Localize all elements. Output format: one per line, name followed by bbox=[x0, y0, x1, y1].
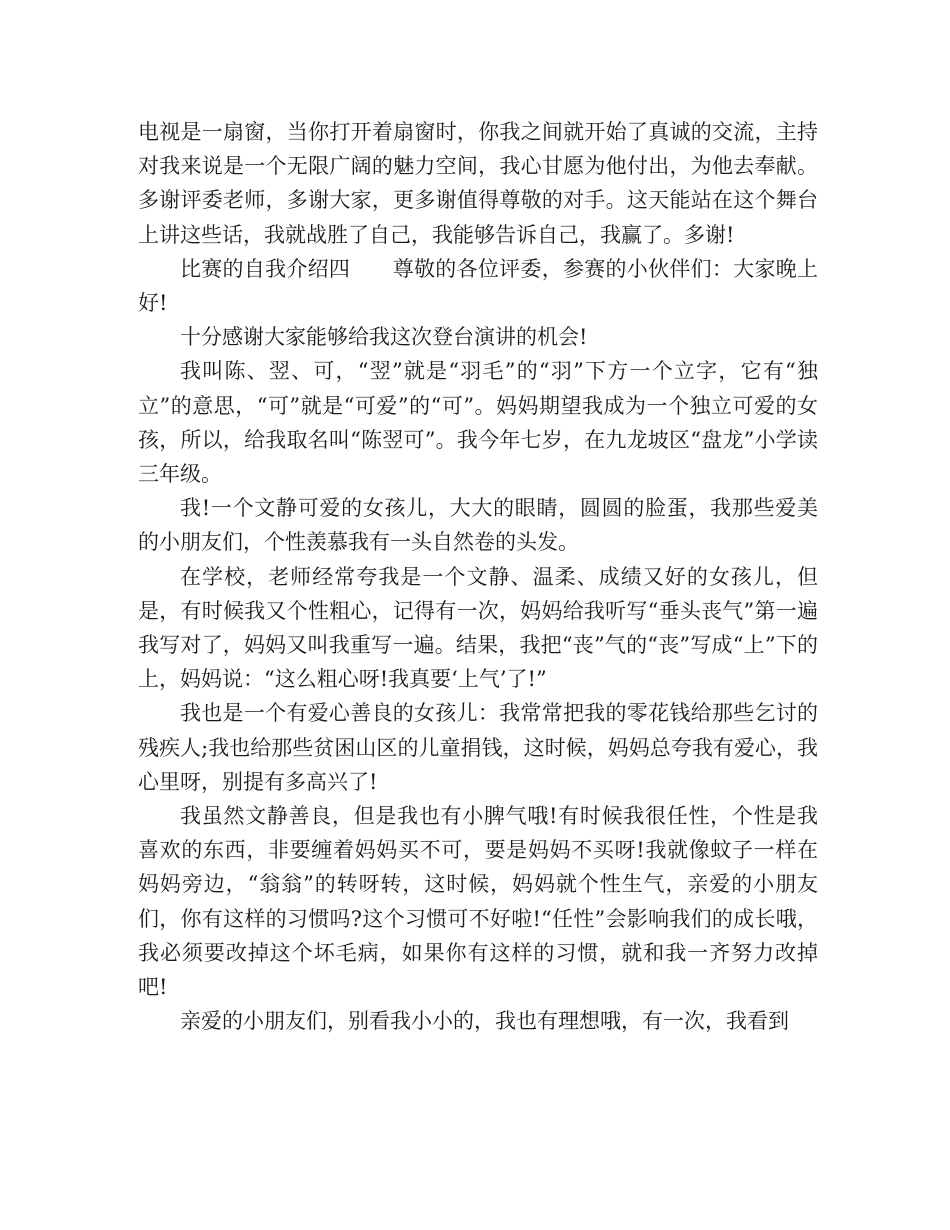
paragraph-appearance: 我!一个文静可爱的女孩儿，大大的眼睛，圆圆的脸蛋，我那些爱美的小朋友们，个性羡慕我有一头自然卷的头发。 bbox=[138, 496, 818, 555]
paragraph-kindness: 我也是一个有爱心善良的女孩儿：我常常把我的零花钱给那些乞讨的残疾人;我也给那些贫困山区的儿童捐钱，这时候，妈妈总夸我有爱心，我心里呀，别提有多高兴了! bbox=[138, 701, 818, 794]
paragraph-continued: 电视是一扇窗，当你打开着扇窗时，你我之间就开始了真诚的交流，主持对我来说是一个无限广阔的魅力空间，我心甘愿为他付出，为他去奉献。多谢评委老师，多谢大家，更多谢值得尊敬的对手。这天能站在这个舞台上讲这些话，我就战胜了自己，我能够告诉自己，我赢了。多谢! bbox=[138, 120, 818, 247]
paragraph-name-intro: 我叫陈、翌、可，“翌”就是“羽毛”的“羽”下方一个立字，它有“独立”的意思，“可”就是“可爱”的“可”。妈妈期望我成为一个独立可爱的女孩，所以，给我取名叫“陈翌可”。我今年七岁，在九龙坡区“盘龙”小学读三年级。 bbox=[138, 359, 818, 487]
paragraph-school: 在学校，老师经常夸我是一个文静、温柔、成绩又好的女孩儿，但是，有时候我又个性粗心，记得有一次，妈妈给我听写“垂头丧气”第一遍我写对了，妈妈又叫我重写一遍。结果，我把“丧”气的“丧”写成“上”下的上，妈妈说：“这么粗心呀!我真要‘上气’了!” bbox=[138, 564, 818, 692]
paragraph-temper: 我虽然文静善良，但是我也有小脾气哦!有时候我很任性，个性是我喜欢的东西，非要缠着妈妈买不可，要是妈妈不买呀!我就像蚊子一样在妈妈旁边，“翁翁”的转呀转，这时候，妈妈就个性生气，亲爱的小朋友们，你有这样的习惯吗?这个习惯可不好啦!“任性”会影响我们的成长哦，我必须要改掉这个坏毛病，如果你有这样的习惯，就和我一齐努力改掉吧! bbox=[138, 804, 818, 1000]
paragraph-dream: 亲爱的小朋友们，别看我小小的，我也有理想哦，有一次，我看到 bbox=[180, 1009, 789, 1034]
document-page bbox=[138, 115, 818, 1038]
paragraph-section-title: 比赛的自我介绍四 尊敬的各位评委，参赛的小伙伴们：大家晚上好! bbox=[138, 256, 818, 316]
paragraph-thanks: 十分感谢大家能够给我这次登台演讲的机会! bbox=[180, 325, 588, 350]
